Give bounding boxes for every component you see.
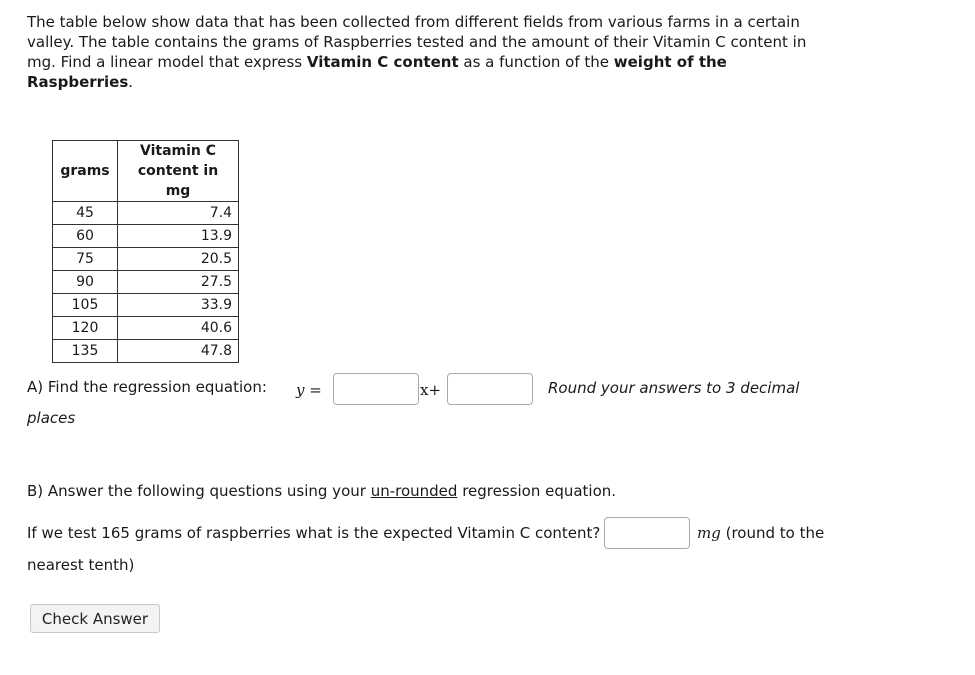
rounding-note: Round your answers to 3 decimal (548, 379, 800, 397)
problem-statement (27, 12, 827, 92)
cell-grams: 135 (53, 340, 118, 363)
cell-vitamin-c: 13.9 (118, 225, 239, 248)
slope-input[interactable] (333, 373, 419, 405)
part-b-instruction (27, 482, 616, 500)
header-grams: grams (53, 141, 118, 202)
part-b-suffix: regression equation. (457, 482, 617, 500)
check-answer-button[interactable]: Check Answer (30, 604, 160, 633)
unit-note-text: (round to the (720, 524, 825, 542)
part-b-underlined: un-rounded (370, 482, 458, 500)
intro-text-2: as a function of the (458, 53, 614, 71)
unit-mg: mg (697, 524, 721, 542)
part-b-question: If we test 165 grams of raspberries what is the expected Vitamin C content? (27, 524, 601, 542)
cell-grams: 75 (53, 248, 118, 271)
table-row (53, 271, 239, 294)
intro-text-1: The table below show data that has been collected from different fields from various farms in a certain valley. The table contains the grams of Raspberries tested and the amount of their Vitamin C content in mg. Find a linear model that express (27, 13, 807, 71)
intercept-input[interactable] (447, 373, 533, 405)
table-row (53, 202, 239, 225)
rounding-note-cont: places (27, 409, 76, 427)
table-row (53, 248, 239, 271)
vitamin-c-answer-input[interactable] (604, 517, 690, 549)
cell-grams: 90 (53, 271, 118, 294)
cell-vitamin-c: 40.6 (118, 317, 239, 340)
data-table (52, 140, 239, 363)
part-b-prefix: B) Answer the following questions using your (27, 482, 371, 500)
intro-text-3: . (128, 73, 134, 91)
cell-grams: 60 (53, 225, 118, 248)
part-a-label: A) Find the regression equation: (27, 378, 267, 396)
table-row (53, 340, 239, 363)
table-row (53, 294, 239, 317)
unit-note (697, 524, 824, 542)
part-b-question-cont: nearest tenth) (27, 556, 135, 574)
cell-grams: 45 (53, 202, 118, 225)
cell-grams: 105 (53, 294, 118, 317)
cell-vitamin-c: 33.9 (118, 294, 239, 317)
cell-vitamin-c: 27.5 (118, 271, 239, 294)
intro-bold-1: Vitamin C content (306, 53, 459, 71)
cell-vitamin-c: 7.4 (118, 202, 239, 225)
table-row (53, 225, 239, 248)
cell-grams: 120 (53, 317, 118, 340)
x-plus-symbol: x+ (420, 381, 442, 399)
cell-vitamin-c: 20.5 (118, 248, 239, 271)
table-row (53, 317, 239, 340)
cell-vitamin-c: 47.8 (118, 340, 239, 363)
intro-bold-2: weight of the Raspberries (27, 53, 727, 91)
y-equals: y = (296, 381, 322, 399)
header-vitamin-c: Vitamin C content in mg (118, 141, 239, 202)
